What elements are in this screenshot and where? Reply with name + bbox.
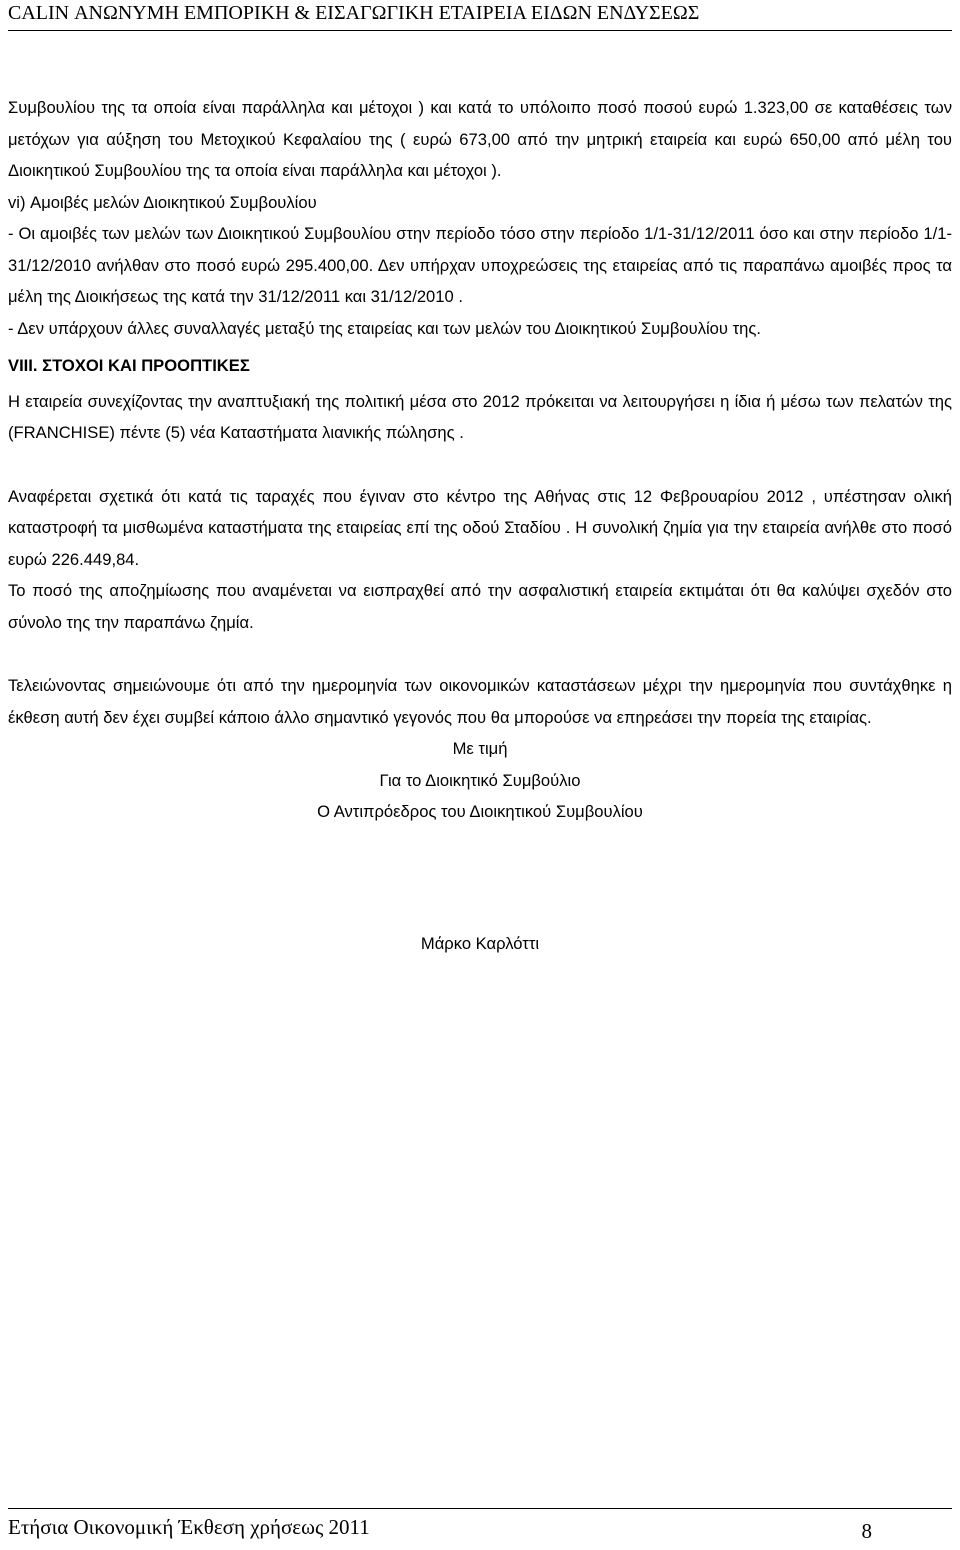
footer-title: Ετήσια Οικονομική Έκθεση χρήσεως 2011 bbox=[8, 1515, 370, 1539]
paragraph-conclusion: Τελειώνοντας σημειώνουμε ότι από την ημερομηνία των οικονομικών καταστάσεων μέχρι την ημερομηνία που συντάχθηκε η έκθεση αυτή δεν έχει συμβεί κάποιο άλλο σημαντικό γεγονός που θα μπορούσε να επηρεάσει την πορεία της εταιρίας. bbox=[8, 676, 952, 727]
closing-regards: Με τιμή bbox=[452, 739, 508, 758]
document-body bbox=[8, 92, 952, 959]
paragraph-no-other-transactions: - Δεν υπάρχουν άλλες συναλλαγές μεταξύ της εταιρείας και των μελών του Διοικητικού Συμβουλίου της. bbox=[8, 318, 761, 338]
signatory-name: Μάρκο Καρλόττι bbox=[420, 933, 540, 953]
company-name: CALIN ΑΝΩΝΥΜΗ ΕΜΠΟΡΙΚΗ & ΕΙΣΑΓΩΓΙΚΗ ΕΤΑΙΡΕΙΑ ΕΙΔΩΝ ΕΝΔΥΣΕΩΣ bbox=[8, 2, 700, 24]
subsection-title-board-fees: vi) Αμοιβές μελών Διοικητικού Συμβουλίου bbox=[8, 192, 317, 212]
paragraph-expansion: Η εταιρεία συνεχίζοντας την αναπτυξιακή της πολιτική μέσα στο 2012 πρόκειται να λειτουργήσει η ίδια ή μέσω των πελατών της (FRANCHISE) πέντε (5) νέα Καταστήματα λιανικής πώλησης . bbox=[8, 391, 952, 442]
paragraph-deposits: Συμβουλίου της τα οποία είναι παράλληλα και μέτοχοι ) και κατά το υπόλοιπο ποσό ποσού ευρώ 1.323,00 σε καταθέσεις των μετόχων για αύξηση του Μετοχικού Κεφαλαίου της ( ευρώ 673,00 από την μητρική εταιρεία και ευρώ 650,00 από μέλη του Διοικητικού Συμβουλίου της τα οποία είναι παράλληλα και μέτοχοι ). bbox=[8, 98, 952, 180]
paragraph-insurance: Το ποσό της αποζημίωσης που αναμένεται να εισπραχθεί από την ασφαλιστική εταιρεία εκτιμάται ότι θα καλύψει σχεδόν στο σύνολο της την παραπάνω ζημία. bbox=[8, 581, 952, 632]
closing-vice-president: Ο Αντιπρόεδρος του Διοικητικού Συμβουλίου bbox=[317, 802, 643, 821]
page-header bbox=[8, 0, 952, 31]
section-title-goals: VIII. ΣΤΟΧΟΙ ΚΑΙ ΠΡΟΟΠΤΙΚΕΣ bbox=[8, 356, 250, 375]
page-number: 8 bbox=[861, 1519, 872, 1543]
closing-board: Για το Διοικητικό Συμβούλιο bbox=[379, 770, 581, 790]
page-footer bbox=[8, 1508, 952, 1541]
paragraph-riots-damage: Αναφέρεται σχετικά ότι κατά τις ταραχές που έγιναν στο κέντρο της Αθήνας στις 12 Φεβρουαρίου 2012 , υπέστησαν ολική καταστροφή τα μισθωμένα καταστήματα της εταιρείας επί της οδού Σταδίου . Η συνολική ζημία για την εταιρεία ανήλθε στο ποσό ευρώ 226.449,84. bbox=[8, 486, 952, 569]
paragraph-board-fees: - Οι αμοιβές των μελών των Διοικητικού Συμβουλίου στην περίοδο τόσο στην περίοδο 1/1-31/12/2011 όσο και στην περίοδο 1/1-31/12/2010 ανήλθαν στο ποσό ευρώ 295.400,00. Δεν υπήρχαν υποχρεώσεις της εταιρείας από τις παραπάνω αμοιβές προς τα μέλη της Διοικήσεως της κατά την 31/12/2011 και 31/12/2010 . bbox=[8, 224, 952, 306]
